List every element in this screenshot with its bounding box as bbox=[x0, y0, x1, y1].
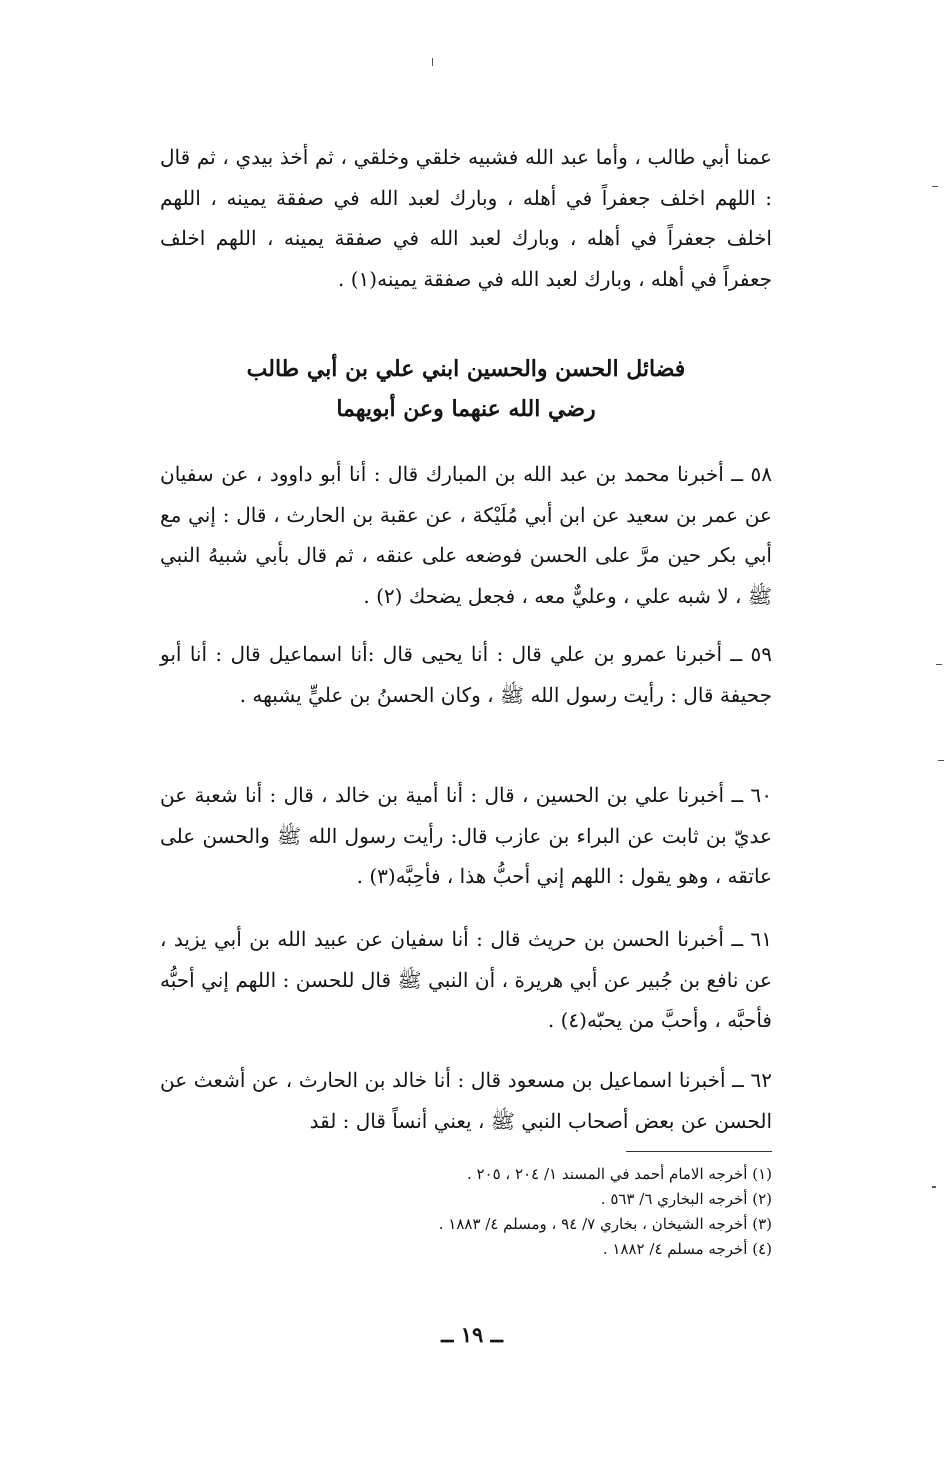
scan-mark-top bbox=[432, 58, 433, 66]
paragraph-58: ٥٨ ــ أخبرنا محمد بن عبد الله بن المبارك قال : أنا أبو داوود ، عن سفيان عن عمر بن سعيد عن ابن أبي مُلَيْكة ، عن عقبة بن الحارث ، قال : إني مع أبي بكر حين مرَّ على الحسن فوضعه على عنقه ، ثم قال بأبي شبيهُ النبي ﷺ ، لا شبه علي ، وعليٌّ معه ، فجعل يضحك (٢) . bbox=[160, 462, 772, 608]
footnote-separator bbox=[626, 1151, 772, 1152]
footnote-4: (٤) أخرجه مسلم ٤/ ١٨٨٢ . bbox=[602, 1240, 772, 1258]
scan-mark-right-2 bbox=[936, 664, 942, 665]
footnotes bbox=[300, 1162, 772, 1262]
paragraph-59: ٥٩ ــ أخبرنا عمرو بن علي قال : أنا يحيى قال :أنا اسماعيل قال : أنا أبو جحيفة قال : رأيت رسول الله ﷺ ، وكان الحسنُ بن عليٍّ يشبهه . bbox=[160, 642, 772, 707]
footnote-1: (١) أخرجه الامام أحمد في المسند ١/ ٢٠٤ ، ٢٠٥ . bbox=[466, 1165, 772, 1183]
scan-mark-right-4 bbox=[932, 1186, 936, 1188]
page-number: ــ ١٩ ــ bbox=[441, 1322, 503, 1347]
paragraph-61: ٦١ ــ أخبرنا الحسن بن حريث قال : أنا سفيان عن عبيد الله بن أبي يزيد ، عن نافع بن جُبير عن أبي هريرة ، أن النبي ﷺ قال للحسن : اللهم إني أحبُّه فأحبَّه ، وأحبَّ من يحبّه(٤) . bbox=[160, 927, 772, 1032]
scan-mark-right-1 bbox=[932, 186, 938, 187]
footnote-3: (٣) أخرجه الشيخان ، بخاري ٧/ ٩٤ ، ومسلم ٤/ ١٨٨٣ . bbox=[438, 1215, 772, 1233]
footnote-2: (٢) أخرجه البخاري ٦/ ٥٦٣ . bbox=[600, 1190, 772, 1208]
section-heading bbox=[160, 349, 772, 429]
paragraph-62: ٦٢ ــ أخبرنا اسماعيل بن مسعود قال : أنا خالد بن الحارث ، عن أشعث عن الحسن عن بعض أصحاب النبي ﷺ ، يعني أنساً قال : لقد bbox=[160, 1068, 772, 1133]
paragraph-60: ٦٠ ــ أخبرنا علي بن الحسين ، قال : أنا أمية بن خالد ، قال : أنا شعبة عن عديّ بن ثابت عن البراء بن عازب قال: رأيت رسول الله ﷺ والحسن على عاتقه ، وهو يقول : اللهم إني أحبُّ هذا ، فأحِبَّه(٣) . bbox=[160, 783, 772, 888]
section-heading-line-1: فضائل الحسن والحسين ابني علي بن أبي طالب bbox=[246, 356, 686, 382]
section-heading-line-2: رضي الله عنهما وعن أبويهما bbox=[336, 396, 596, 422]
scan-mark-right-3 bbox=[938, 760, 944, 761]
paragraph-intro: عمنا أبي طالب ، وأما عبد الله فشبيه خلقي وخلقي ، ثم أخذ بيدي ، ثم قال : اللهم اخلف جعفراً في أهله ، وبارك لعبد الله في صفقة يمينه ، اللهم اخلف جعفراً في أهله ، وبارك لعبد الله في صفقة يمينه ، اللهم اخلف جعفراً في أهله ، وبارك لعبد الله في صفقة يمينه(١) . bbox=[160, 145, 772, 291]
